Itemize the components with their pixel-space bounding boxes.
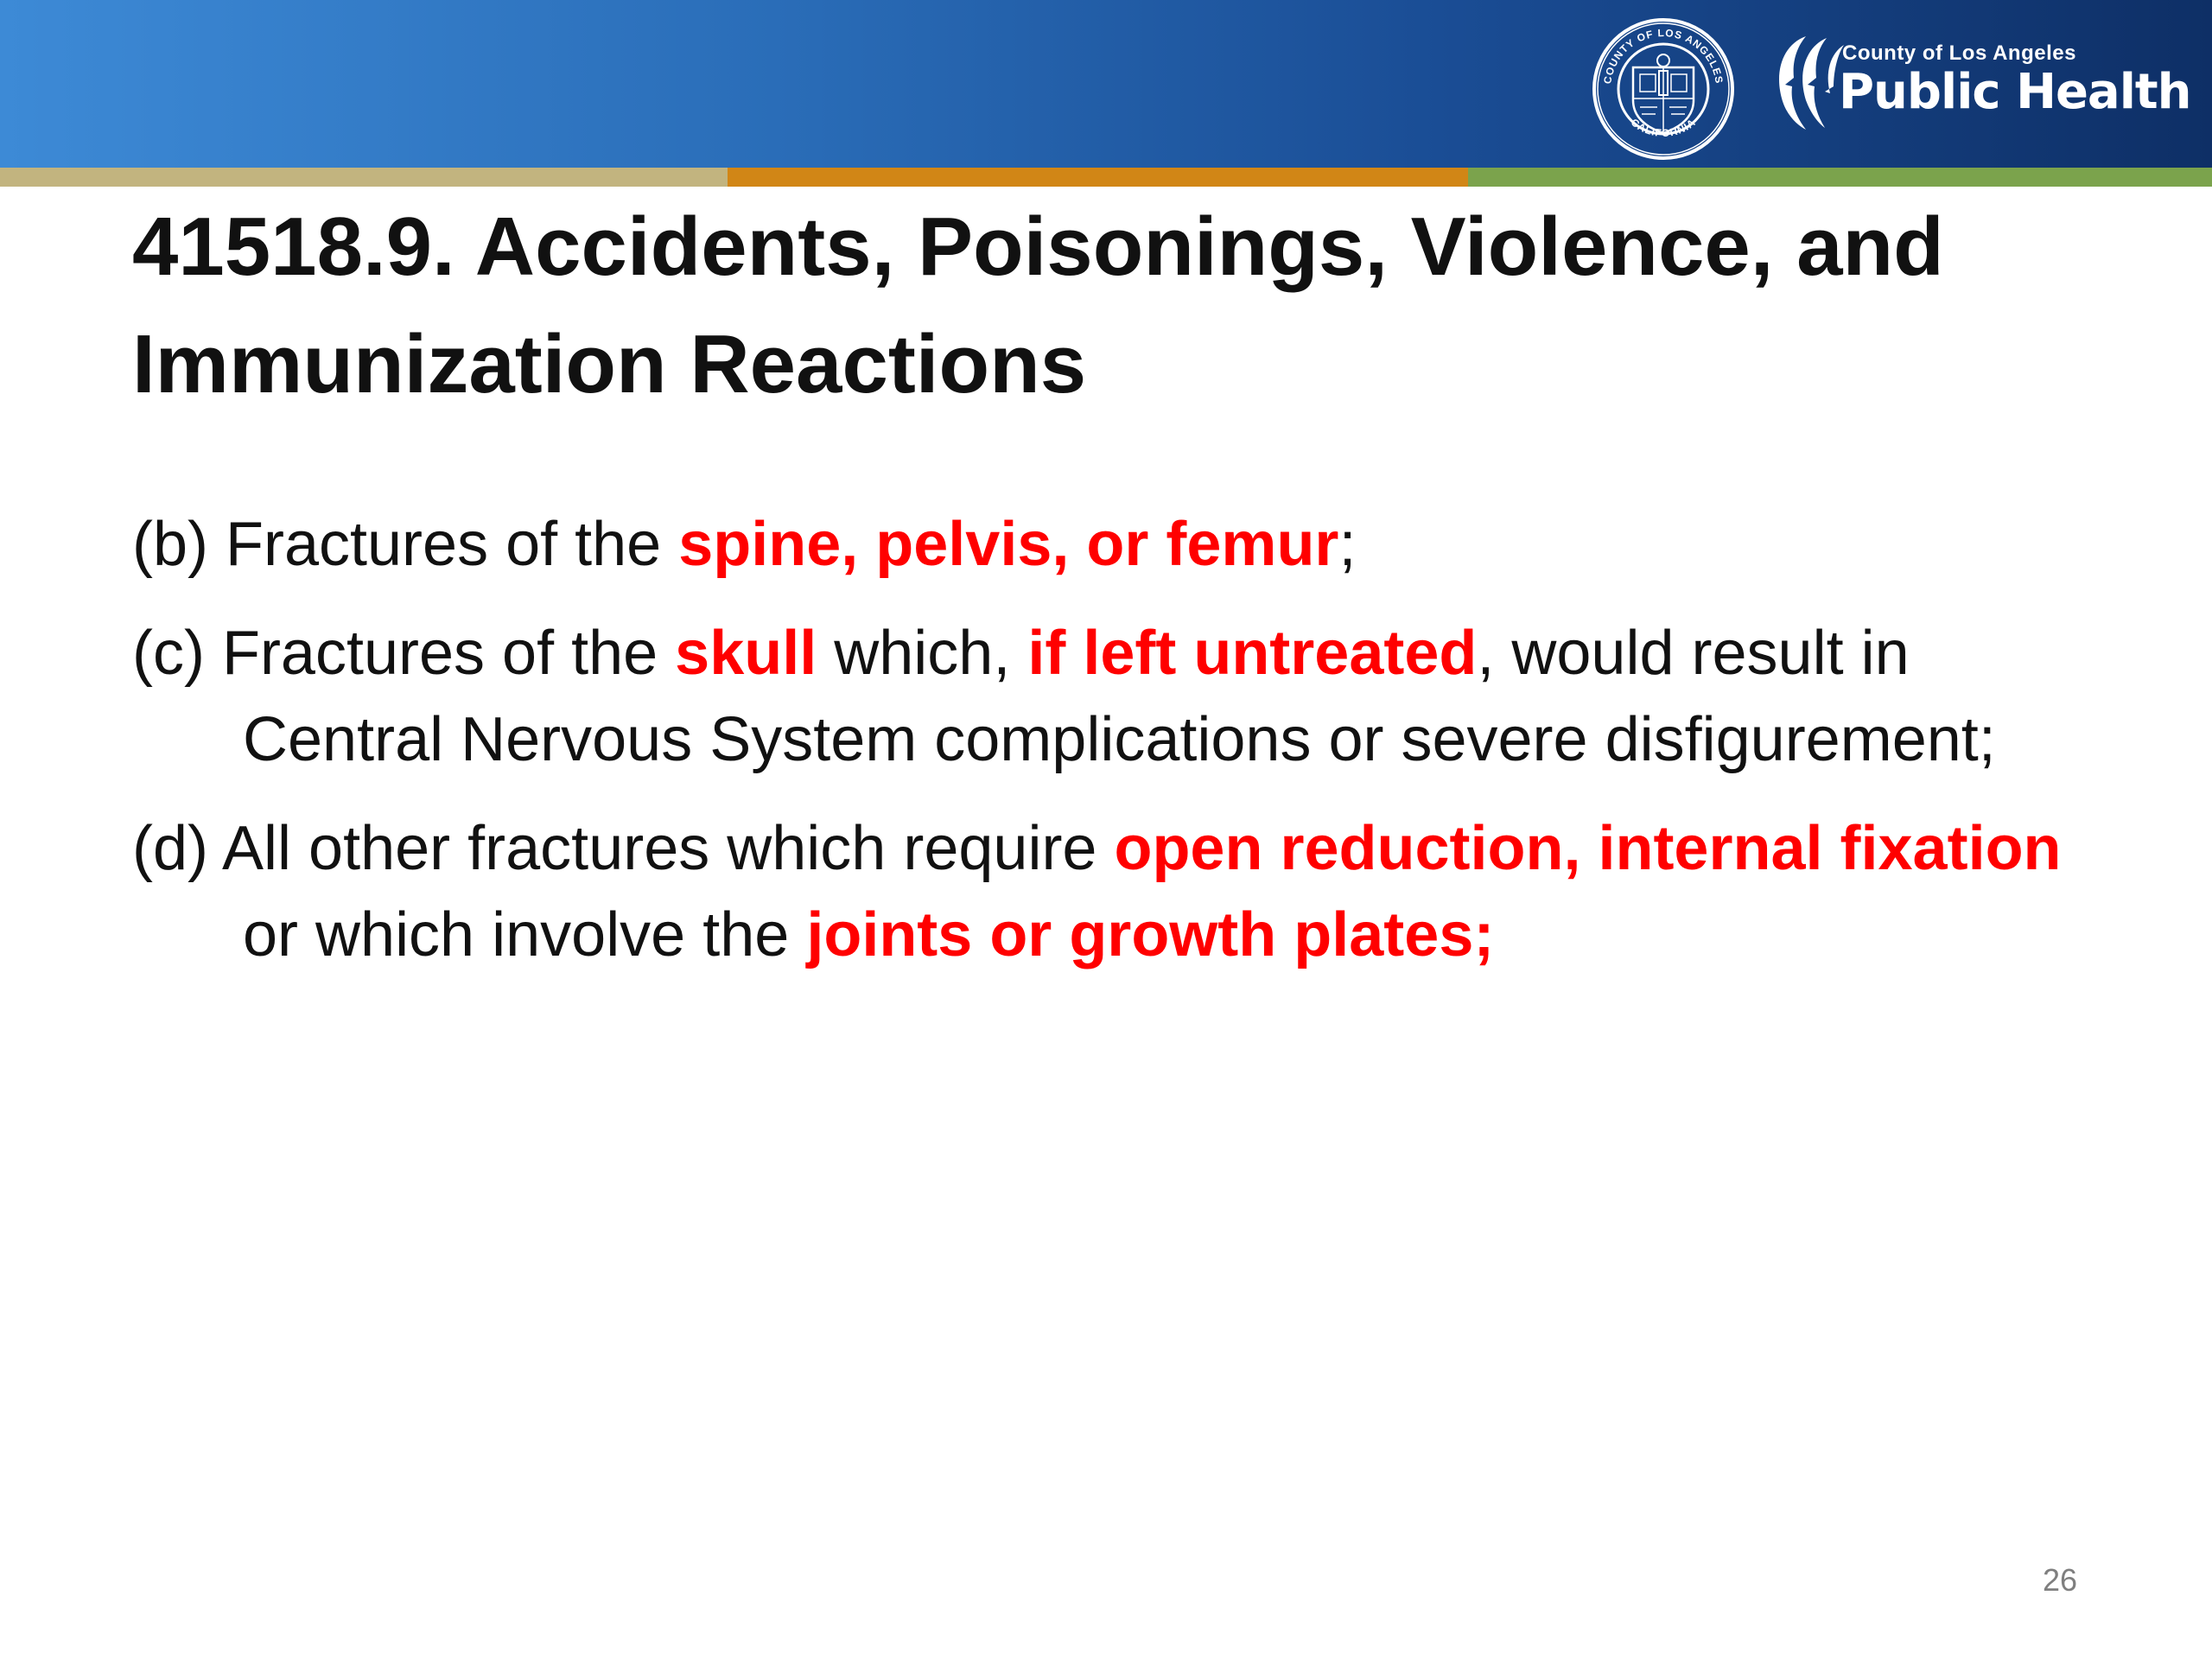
item-text: (d) All other fractures which require [132,814,1115,883]
item-text: which, [817,619,1028,688]
public-health-logo [1763,26,2191,138]
seal-top-text: COUNTY OF LOS ANGELES [1601,26,1726,86]
profile-faces-icon [1763,29,1846,133]
item-text: (c) Fractures of the [132,619,676,688]
stripe-orange [728,168,1468,187]
list-item [132,501,2120,588]
color-stripes [0,168,2212,187]
highlighted-text: if left untreated [1027,619,1478,688]
stripe-tan [0,168,728,187]
highlighted-text: skull [675,619,817,688]
item-text: ; [1338,510,1357,579]
logo-county-text: County of Los Angeles [1842,41,2076,65]
stripe-green [1468,168,2212,187]
slide-content [132,501,2120,1001]
county-seal-icon [1592,17,1735,161]
logo-title: Public Health [1839,64,2191,120]
seal-bottom-text: CALIFORNIA [1628,116,1699,140]
slide-title: 41518.9. Accidents, Poisonings, Violence, and Immunization Reactions [132,200,1944,410]
highlighted-text: joints or growth plates; [806,900,1495,969]
list-item [132,805,2120,978]
item-text: , would result in Central Nervous System complications or severe disfigurement; [243,619,1996,774]
highlighted-text: spine, pelvis, or femur [678,510,1339,579]
item-text: or which involve the [243,900,807,969]
list-item [132,610,2120,783]
page-number: 26 [2042,1562,2077,1598]
highlighted-text: open reduction, internal fixation [1114,814,2062,883]
item-text: (b) Fractures of the [132,510,679,579]
